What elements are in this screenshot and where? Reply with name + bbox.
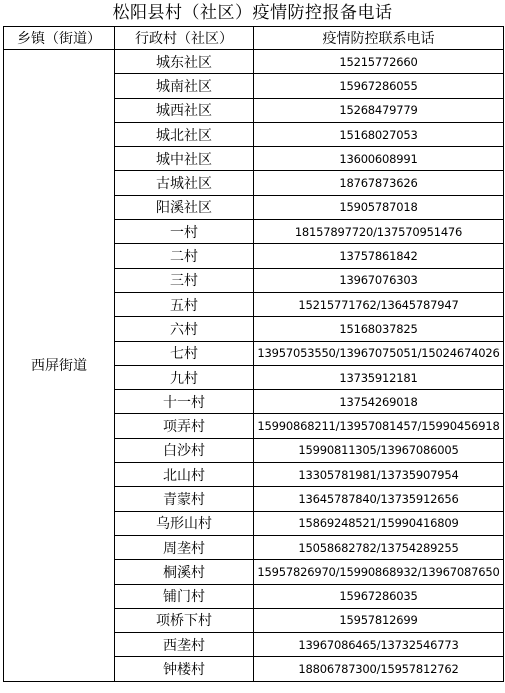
- phone-cell: 13957053550/13967075051/15024674026: [254, 341, 504, 365]
- village-cell: 城东社区: [115, 50, 254, 74]
- table-header-row: [4, 27, 504, 50]
- village-cell: 古城社区: [115, 171, 254, 195]
- village-cell: 阳溪社区: [115, 195, 254, 219]
- table-body: [4, 50, 504, 682]
- village-cell: 西垄村: [115, 633, 254, 657]
- village-cell: 周垄村: [115, 535, 254, 559]
- phone-cell: 15905787018: [254, 195, 504, 219]
- village-cell: 三村: [115, 268, 254, 292]
- phone-cell: 18767873626: [254, 171, 504, 195]
- phone-cell: 13967076303: [254, 268, 504, 292]
- phone-cell: 13735912181: [254, 365, 504, 389]
- village-cell: 铺门村: [115, 584, 254, 608]
- village-cell: 一村: [115, 220, 254, 244]
- phone-cell: 13645787840/13735912656: [254, 487, 504, 511]
- village-cell: 二村: [115, 244, 254, 268]
- phone-cell: 15957812699: [254, 608, 504, 632]
- village-cell: 乌形山村: [115, 511, 254, 535]
- phone-cell: 18806787300/15957812762: [254, 657, 504, 681]
- table-row: [4, 50, 504, 74]
- phone-cell: 15990811305/13967086005: [254, 438, 504, 462]
- township-cell: 西屏街道: [4, 50, 115, 682]
- village-cell: 城北社区: [115, 122, 254, 146]
- phone-cell: 15168027053: [254, 122, 504, 146]
- phone-cell: 13305781981/13735907954: [254, 463, 504, 487]
- village-cell: 城中社区: [115, 147, 254, 171]
- phone-cell: 15168037825: [254, 317, 504, 341]
- village-cell: 青蒙村: [115, 487, 254, 511]
- village-cell: 十一村: [115, 390, 254, 414]
- phone-cell: 15967286035: [254, 584, 504, 608]
- village-cell: 项桥下村: [115, 608, 254, 632]
- village-cell: 项弄村: [115, 414, 254, 438]
- phone-cell: 15990868211/13957081457/15990456918: [254, 414, 504, 438]
- village-cell: 九村: [115, 365, 254, 389]
- phone-cell: 13757861842: [254, 244, 504, 268]
- phone-cell: 15058682782/13754289255: [254, 535, 504, 559]
- village-cell: 钟楼村: [115, 657, 254, 681]
- page-title: 松阳县村（社区）疫情防控报备电话: [112, 3, 393, 23]
- village-cell: 五村: [115, 292, 254, 316]
- phone-cell: 13967086465/13732546773: [254, 633, 504, 657]
- village-cell: 城西社区: [115, 98, 254, 122]
- village-cell: 城南社区: [115, 74, 254, 98]
- contact-table: [3, 26, 504, 682]
- phone-cell: 13754269018: [254, 390, 504, 414]
- phone-cell: 15967286055: [254, 74, 504, 98]
- phone-cell: 13600608991: [254, 147, 504, 171]
- header-village: 行政村（社区）: [115, 27, 254, 50]
- header-township: 乡镇（街道）: [4, 27, 115, 50]
- village-cell: 六村: [115, 317, 254, 341]
- phone-cell: 15215771762/13645787947: [254, 292, 504, 316]
- village-cell: 七村: [115, 341, 254, 365]
- phone-cell: 18157897720/13757095147​6: [254, 220, 504, 244]
- phone-cell: 15869248521/15990416809: [254, 511, 504, 535]
- phone-cell: 15957826970/15990868932/13967087650: [254, 560, 504, 584]
- village-cell: 白沙村: [115, 438, 254, 462]
- phone-cell: 15268479779: [254, 98, 504, 122]
- header-phone: 疫情防控联系电话: [254, 27, 504, 50]
- phone-cell: 15215772660: [254, 50, 504, 74]
- village-cell: 北山村: [115, 463, 254, 487]
- village-cell: 桐溪村: [115, 560, 254, 584]
